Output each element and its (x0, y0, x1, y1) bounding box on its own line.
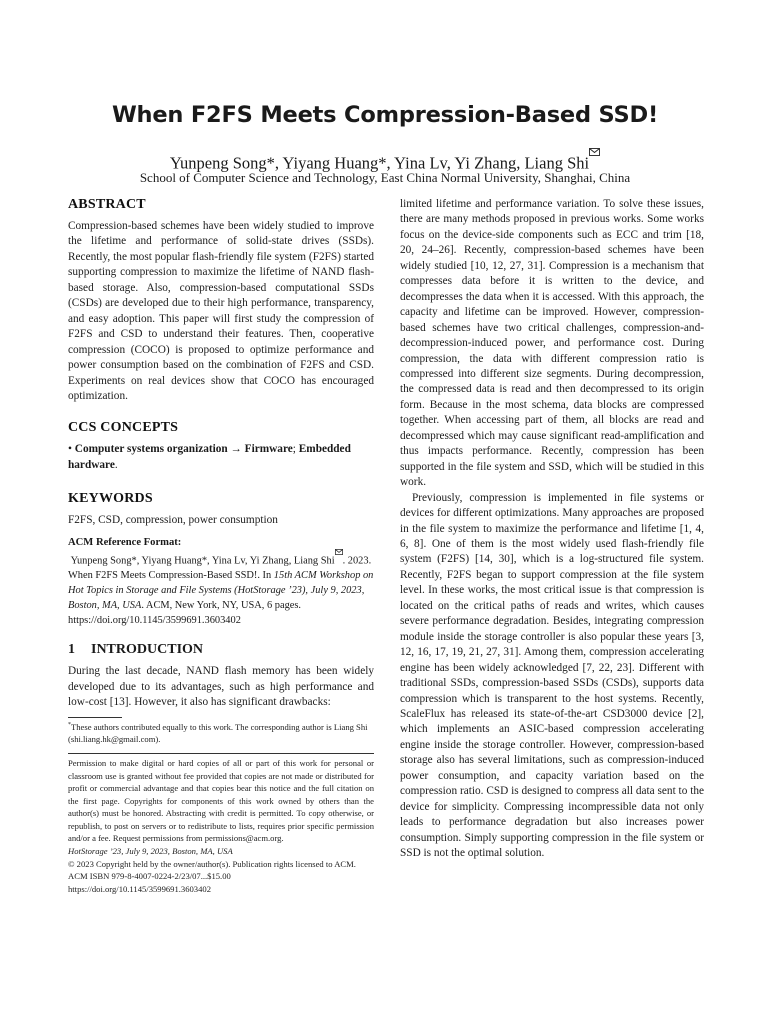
ccs-concept-main: Computer systems organization (74, 443, 228, 456)
permission-rule (68, 753, 374, 754)
ccs-concept-embedded: Embedded hardware (68, 443, 351, 471)
abstract-text: Compression-based schemes have been widely studied to improve the lifetime and performance of solid-state drives (SSDs). Recently, the most popular flash-friendly file system (F2FS) started supporting compression to maximize the lifetime of NAND flash-based storage. Also, compression-based computational SSDs (CSDs) are developed due to their high performance, transparency, and easy adoption. This paper will first study the compression of F2FS and CSD to understand their features. Then, cooperative compression (COCO) is proposed to optimize performance and power consumption based on the combination of F2FS and CSD. Experiments on real devices show that COCO has encouraged optimization. (68, 220, 374, 402)
acm-ref-mid: . 2023. When F2FS Meets Compression-Based SSD!. In (68, 555, 372, 582)
intro-right-paragraph-2: Previously, compression is implemented in file systems or devices for different optimizations. Many approaches are proposed in the file system to maximize the performance and lifetime [1, 4, 6, 8]. One of them is the most widely used flash-friendly file system (F2FS) [14, 30], which is a log-structured file system. Recently, F2FS began to support compression at the file system level. In these works, the most critical issue is that compression is located on the critical paths of reads and writes, which causes severe performance degradation. Besides, integrating compression module inside the storage controller is also popular these years [3, 12, 16, 17, 19, 21, 27, 31]. Among them, compression accelerating engine has been widely acknowledged [7, 22, 23]. Different with traditional SSDs, compression-based SSDs (CSDs), supports data compression which is transparent to the host systems. Recently, ScaleFlux has released its state-of-the-art CSD3000 device [2], which implements an ASIC-based compression accelerating engine inside the storage controller. However, compression-based storage also has several limitations, such as compression-induced power consumption, and capacity variation based on the compression ratio. CSD is designed to compress all data sent to the device for simplicity. Compressing incompressible data not only leads to performance degradation but also increases power consumption. Simply supporting compression in the file system or SSD is not the optimal solution. (400, 491, 704, 860)
ccs-bullet: • (68, 443, 72, 456)
acm-ref-label: ACM Reference Format: (68, 536, 182, 548)
ccs-arrow: → (227, 443, 245, 456)
intro-right-paragraph-1: limited lifetime and performance variation. To solve these issues, there are many methods proposed in previous works. Some works focus on the device-side components such as ECC and trim [18, 20, 24–26]. Recently, compression-based schemes have been widely studied [10, 12, 27, 31]. Compression is a mechanism that compresses data before it is written to the device, and decompresses the data when it is accessed. With this approach, the capacity and lifetime can be improved. However, compression-based schemes have two critical challenges, compression-and-decompression-induced power, and performance cost. During compression, the data with different compression ratio is compressed into different size segments. During decompression, the compressed data is read and then decompressed to its origin form. Because in the most schema, data blocks are compressed together. When accessing part of them, all blocks are read and decompressed which may cause significant read-amplification and thus impacts performance. Recently, compression has been supported in the file system and SSD, which will be studied in this work. (400, 198, 704, 489)
ccs-separator: ; (292, 443, 299, 456)
author-names: Yunpeng Song*, Yiyang Huang*, Yina Lv, Yi Zhang, Liang Shi (169, 153, 590, 173)
keywords-heading: KEYWORDS (68, 491, 153, 507)
footnote-rule (68, 717, 122, 718)
venue-line: HotStorage ’23, July 9, 2023, Boston, MA, USA (68, 846, 233, 857)
abstract-heading: ABSTRACT (68, 197, 146, 212)
permission-venue (68, 845, 374, 858)
section-title: INTRODUCTION (91, 642, 204, 658)
introduction-heading (68, 642, 374, 658)
ccs-concept-firmware: Firmware (244, 443, 293, 456)
doi-link[interactable]: https://doi.org/10.1145/3599691.3603402 (68, 883, 211, 894)
ccs-heading: CCS CONCEPTS (68, 420, 179, 436)
copyright-line: © 2023 Copyright held by the owner/author(s). Publication rights licensed to ACM. (68, 858, 356, 869)
left-column (68, 197, 374, 895)
acm-ref-authors: Yunpeng Song*, Yiyang Huang*, Yina Lv, Yi Zhang, Liang Shi (70, 555, 335, 567)
acm-ref-venue: 15th ACM Workshop on Hot Topics in Storage and File Systems (HotStorage ’23), July 9, 2023, Boston, MA, USA (68, 570, 374, 612)
keywords-text: F2FS, CSD, compression, power consumption (68, 514, 278, 527)
affiliation: School of Computer Science and Technology, East China Normal University, Shanghai, China (139, 170, 631, 185)
ccs-concepts (68, 442, 374, 473)
ccs-end: . (114, 458, 118, 471)
section-number: 1 (68, 642, 75, 658)
acm-ref-tail: . ACM, New York, NY, USA, 6 pages. https://doi.org/10.1145/3599691.3603402 (68, 600, 302, 627)
footnote (68, 721, 374, 746)
envelope-icon-small (335, 553, 343, 561)
footnote-text: These authors contributed equally to this work. The corresponding author is Liang Shi (shi.liang.hk@gmail.com). (68, 721, 368, 745)
paper-title: When F2FS Meets Compression-Based SSD! (111, 102, 659, 128)
intro-left-paragraph: During the last decade, NAND flash memory has been widely developed due to its advantages, such as high performance and low-cost [13]. However, it also has significant drawbacks: (68, 665, 374, 709)
envelope-icon (589, 153, 600, 165)
permission-text: Permission to make digital or hard copies of all or part of this work for personal or classroom use is granted without fee provided that copies are not made or distributed for profit or commercial advantage and that copies bear this notice and the full citation on the first page. Copyrights for components of this work owned by others than the author(s) must be honored. Abstracting with credit is permitted. To copy otherwise, or republish, to post on servers or to redistribute to lists, requires prior specific permission and/or a fee. Request permissions from permissions@acm.org. (68, 757, 374, 844)
isbn-line: ACM ISBN 979-8-4007-0224-2/23/07...$15.00 (68, 871, 231, 882)
footnote-mark: * (68, 721, 72, 728)
right-column (400, 197, 704, 861)
acm-reference (68, 549, 374, 628)
